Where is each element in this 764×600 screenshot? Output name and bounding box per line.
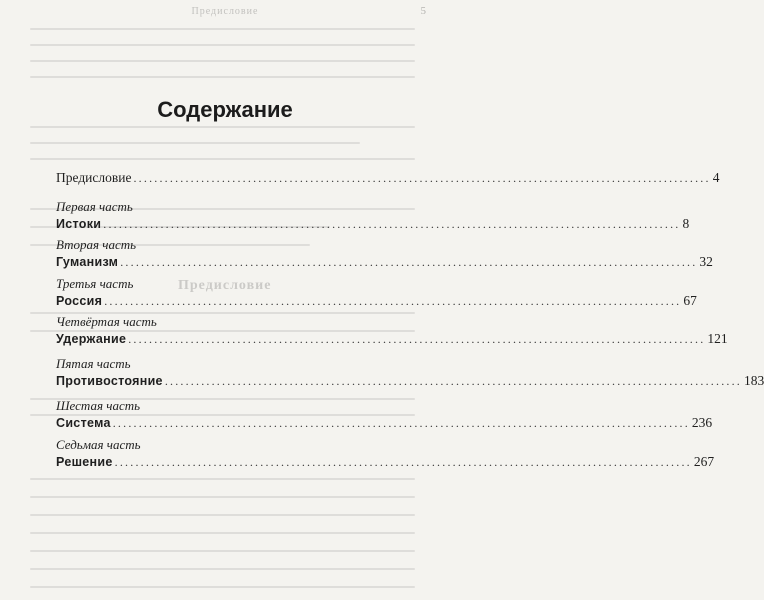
bleed-line <box>30 76 415 78</box>
toc-leader-dots: ............................................................................................................... <box>120 255 698 269</box>
bleed-line <box>30 142 360 144</box>
toc-entry-title: Истоки <box>56 217 102 231</box>
bleed-line <box>30 478 415 480</box>
toc-leader-dots: ............................................................................................................... <box>104 294 682 308</box>
toc-leader-dots: ............................................................................................................... <box>112 416 690 430</box>
toc-entry-title: Система <box>56 416 111 430</box>
toc-row <box>56 330 728 348</box>
bleed-line <box>30 44 415 46</box>
bleed-line <box>30 532 415 534</box>
toc-leader-dots: ............................................................................................................... <box>128 332 706 346</box>
toc-entry-title: Удержание <box>56 332 127 346</box>
toc-leader-dots: ............................................................................................................... <box>164 374 743 388</box>
toc-entry-part-1[interactable] <box>56 199 690 233</box>
toc-part-label: Четвёртая часть <box>56 314 157 329</box>
toc-row <box>56 169 720 187</box>
bleed-line <box>30 60 415 62</box>
toc-part-label: Шестая часть <box>56 398 141 413</box>
bleed-line <box>30 514 415 516</box>
bleed-line <box>30 158 415 160</box>
toc-part-label: Седьмая часть <box>56 437 141 452</box>
toc-entry-title: Решение <box>56 455 113 469</box>
toc-row <box>56 372 764 390</box>
toc-row <box>56 215 690 233</box>
toc-row <box>56 453 715 471</box>
toc-part-label: Пятая часть <box>56 356 131 371</box>
toc-page-number: 4 <box>712 170 720 185</box>
toc-page-number: 236 <box>691 415 713 430</box>
bleed-line <box>30 550 415 552</box>
toc-page-number: 8 <box>682 216 690 231</box>
toc-entry-title: Гуманизм <box>56 255 119 269</box>
toc-part-label: Вторая часть <box>56 237 137 252</box>
toc-entry-part-3[interactable] <box>56 276 697 310</box>
toc-entry-part-6[interactable] <box>56 398 713 432</box>
toc-entry-part-7[interactable] <box>56 437 715 471</box>
toc-entry-part-4[interactable] <box>56 314 728 348</box>
bleed-line <box>30 586 415 588</box>
toc-entry-part-2[interactable] <box>56 237 713 271</box>
toc-page-number: 32 <box>699 254 713 269</box>
bleed-running-header: Предисловие <box>191 6 259 17</box>
toc-row <box>56 292 697 310</box>
toc-part-label: Третья часть <box>56 276 134 291</box>
toc-entry-title: Предисловие <box>56 170 132 185</box>
toc-entry-preface[interactable] <box>56 169 720 187</box>
toc-row <box>56 414 713 432</box>
toc-entry-title: Противостояние <box>56 374 163 388</box>
toc-part-label: Первая часть <box>56 199 133 214</box>
toc-page-number: 183 <box>744 373 764 388</box>
toc-row <box>56 253 713 271</box>
toc-leader-dots: ............................................................................................................... <box>133 171 711 185</box>
bleed-line <box>30 496 415 498</box>
bleed-line <box>30 126 415 128</box>
bleed-page-number: 5 <box>420 5 426 17</box>
toc-page-number: 267 <box>693 454 715 469</box>
toc-leader-dots: ............................................................................................................... <box>114 455 692 469</box>
toc-entry-part-5[interactable] <box>56 356 764 390</box>
bleed-line <box>30 28 415 30</box>
toc-leader-dots: ............................................................................................................... <box>103 217 681 231</box>
toc-page-number: 67 <box>683 293 697 308</box>
toc-entry-title: Россия <box>56 294 103 308</box>
bleed-line <box>30 568 415 570</box>
page-title: Содержание <box>157 97 293 122</box>
toc-page-number: 121 <box>707 331 728 346</box>
bleed-heading: Предисловие <box>178 278 272 293</box>
